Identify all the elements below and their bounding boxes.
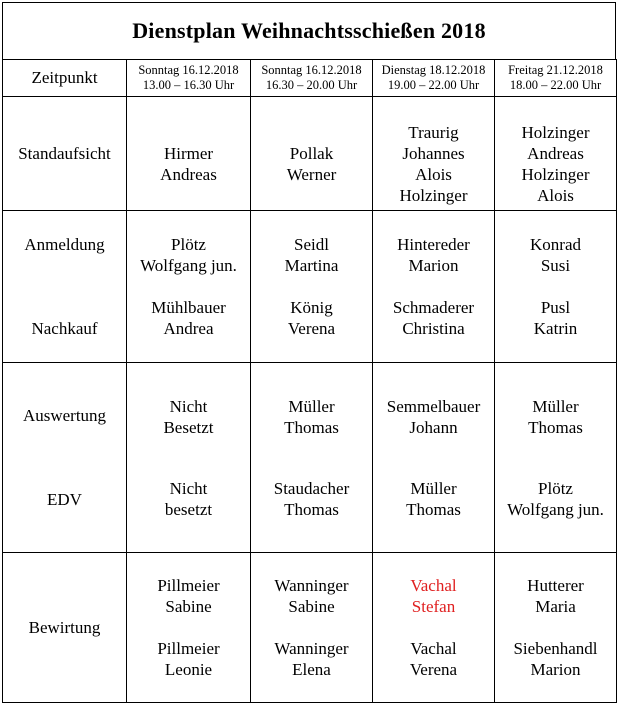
- roster-table: [2, 59, 617, 703]
- name-line: Hintereder: [397, 235, 470, 254]
- day-date: Dienstag 18.12.2018: [381, 63, 486, 77]
- name-cell: [495, 97, 617, 211]
- role-cell: [3, 363, 127, 553]
- name-line: Plötz: [171, 235, 206, 254]
- name-line: Hutterer: [527, 576, 584, 595]
- name-cell: [373, 211, 495, 363]
- name-line: Wolfgang jun.: [140, 256, 237, 275]
- name-line: Mühlbauer: [151, 298, 226, 317]
- name-line: Maria: [535, 597, 576, 616]
- name-line: Traurig: [408, 122, 459, 142]
- name-cell: [373, 97, 495, 211]
- name-line: Alois: [415, 164, 452, 184]
- duty-roster-sheet: [2, 2, 616, 702]
- name-line: Siebenhandl: [513, 639, 598, 658]
- day-date: Freitag 21.12.2018: [508, 63, 603, 77]
- role-label: Bewirtung: [3, 553, 127, 703]
- name-line: Thomas: [284, 417, 339, 437]
- name-line: König: [290, 298, 333, 317]
- name-line-highlighted: Vachal: [410, 576, 457, 595]
- name-line: Johannes: [402, 143, 465, 163]
- name-line: Leonie: [164, 660, 213, 679]
- role-label: EDV: [47, 489, 82, 509]
- name-line: Vachal: [410, 639, 457, 658]
- table-row: [3, 211, 617, 363]
- name-line: Johann: [409, 417, 458, 437]
- name-cell: [127, 363, 251, 553]
- role-label: Nachkauf: [31, 318, 98, 338]
- day-header: [495, 60, 617, 97]
- table-row: [3, 97, 617, 211]
- name-line: Staudacher: [273, 478, 350, 498]
- day-header: [251, 60, 373, 97]
- zeitpunkt-label: Zeitpunkt: [3, 60, 127, 97]
- name-line: Wanninger: [274, 576, 349, 595]
- name-line: Plötz: [538, 478, 573, 498]
- name-line: Thomas: [406, 499, 461, 519]
- name-line: Müller: [532, 396, 579, 416]
- name-line: Marion: [408, 256, 459, 275]
- name-line: Schmaderer: [392, 298, 475, 317]
- name-line: Pusl: [540, 298, 571, 317]
- name-line: Andrea: [163, 319, 214, 338]
- name-line: Nicht: [169, 478, 208, 498]
- name-line: Müller: [288, 396, 335, 416]
- role-label: Auswertung: [22, 405, 107, 425]
- name-line: Verena: [287, 319, 336, 338]
- name-line: Andreas: [527, 143, 584, 163]
- name-cell: [495, 363, 617, 553]
- name-cell: [251, 211, 373, 363]
- name-line: Hirmer: [163, 143, 214, 163]
- table-row: [3, 363, 617, 553]
- name-cell: [127, 97, 251, 211]
- header-row: [3, 60, 617, 97]
- name-cell: [495, 211, 617, 363]
- day-header: [127, 60, 251, 97]
- name-line: Martina: [284, 256, 339, 275]
- name-line: Wolfgang jun.: [507, 499, 604, 519]
- name-cell: [251, 97, 373, 211]
- name-line: Sabine: [165, 597, 212, 616]
- name-line: Nicht: [169, 396, 208, 416]
- name-cell: [251, 363, 373, 553]
- name-line: besetzt: [164, 499, 213, 519]
- name-cell: [373, 553, 495, 703]
- name-line: Pollak: [289, 143, 334, 163]
- day-time: 19.00 – 22.00 Uhr: [387, 78, 480, 92]
- name-line: Elena: [292, 660, 331, 679]
- role-cell: [3, 211, 127, 363]
- name-line: Pillmeier: [157, 576, 220, 595]
- day-date: Sonntag 16.12.2018: [261, 63, 362, 77]
- name-cell: [127, 553, 251, 703]
- name-line: Verena: [409, 660, 458, 679]
- name-cell: [127, 211, 251, 363]
- name-line: Susi: [540, 256, 571, 275]
- name-line: Alois: [537, 185, 574, 205]
- name-line: Thomas: [284, 499, 339, 519]
- name-cell: [251, 553, 373, 703]
- name-cell: [495, 553, 617, 703]
- name-line: Konrad: [530, 235, 581, 254]
- role-label: Anmeldung: [24, 234, 105, 254]
- name-line: Semmelbauer: [386, 396, 481, 416]
- name-line: Thomas: [528, 417, 583, 437]
- name-line: Katrin: [533, 319, 578, 338]
- role-label: Standaufsicht: [3, 97, 127, 211]
- name-line: Andreas: [160, 164, 217, 184]
- name-line: Seidl: [294, 235, 329, 254]
- document-title: Dienstplan Weihnachtsschießen 2018: [2, 2, 616, 60]
- name-line: Holzinger: [521, 122, 590, 142]
- name-line: Christina: [402, 319, 465, 338]
- name-line: Holzinger: [521, 164, 590, 184]
- name-line-highlighted: Stefan: [411, 597, 456, 616]
- day-date: Sonntag 16.12.2018: [138, 63, 239, 77]
- day-time: 16.30 – 20.00 Uhr: [265, 78, 358, 92]
- day-time: 18.00 – 22.00 Uhr: [509, 78, 602, 92]
- day-header: [373, 60, 495, 97]
- name-line: Müller: [410, 478, 457, 498]
- name-line: Marion: [530, 660, 581, 679]
- table-row: [3, 553, 617, 703]
- name-line: Pillmeier: [157, 639, 220, 658]
- name-cell: [373, 363, 495, 553]
- name-line: Sabine: [288, 597, 335, 616]
- day-time: 13.00 – 16.30 Uhr: [142, 78, 235, 92]
- name-line: Wanninger: [274, 639, 349, 658]
- name-line: Besetzt: [163, 417, 214, 437]
- name-line: Holzinger: [399, 185, 468, 205]
- name-line: Werner: [286, 164, 337, 184]
